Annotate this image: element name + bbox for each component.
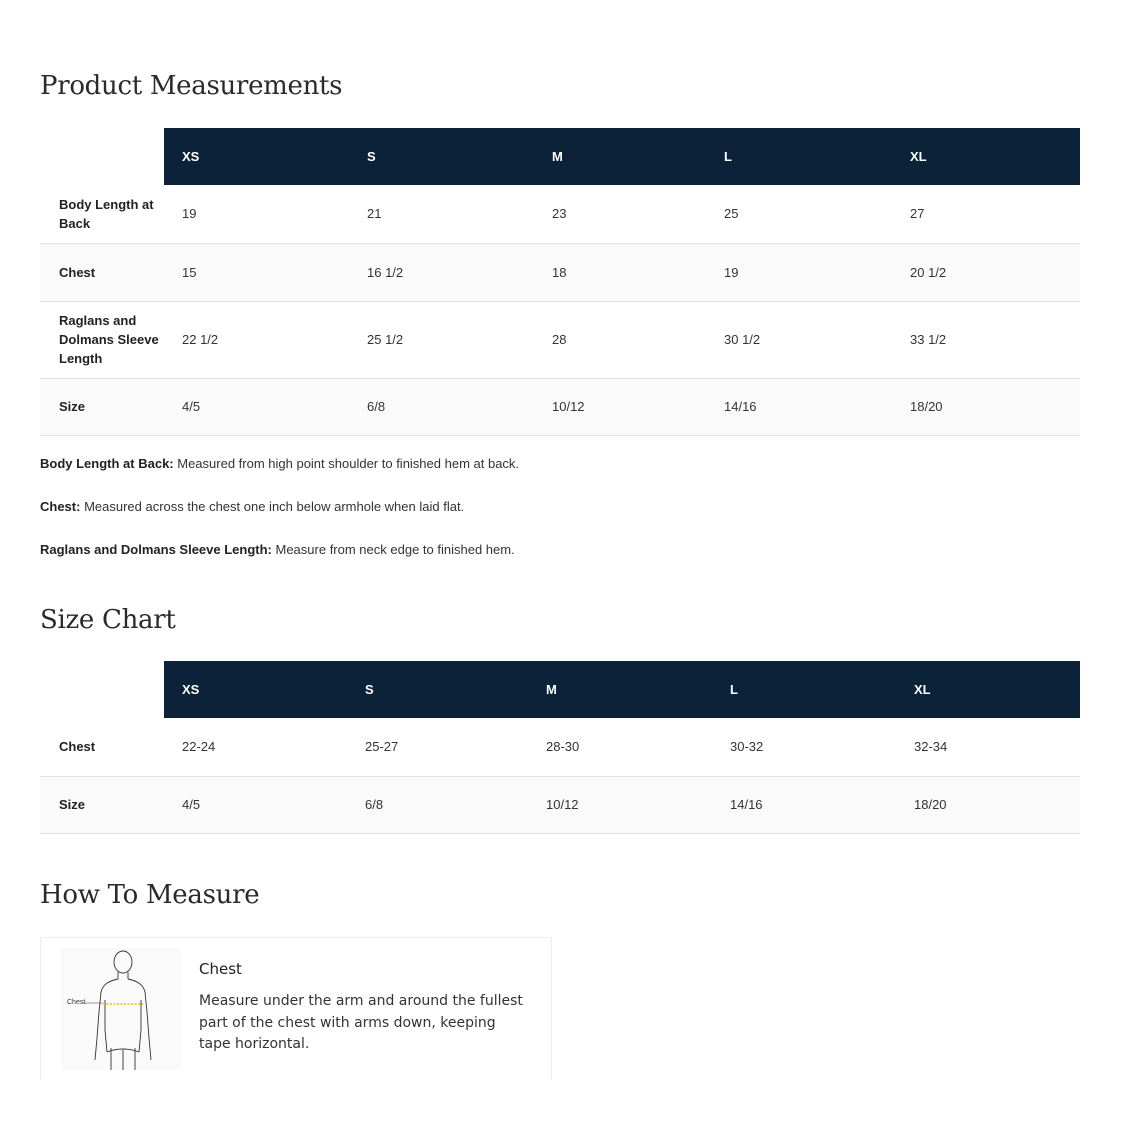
size-header: S [349, 128, 534, 185]
table-cell: 4/5 [164, 378, 349, 435]
measure-card-text: Measure under the arm and around the fullest part of the chest with arms down, keeping tape horizontal. [199, 993, 523, 1052]
table-cell: 18/20 [892, 378, 1080, 435]
note-term: Raglans and Dolmans Sleeve Length: [40, 542, 272, 557]
table-cell: 10/12 [528, 776, 712, 833]
table-cell: 23 [534, 185, 706, 243]
note [40, 499, 519, 542]
note [40, 456, 519, 499]
table-cell: 30-32 [712, 718, 896, 776]
table-cell: 14/16 [706, 378, 892, 435]
table-row [40, 185, 1080, 243]
chest-figure-label: Chest [67, 999, 86, 1006]
table-cell: 16 1/2 [349, 243, 534, 301]
measurement-notes [40, 456, 519, 585]
table-cell: 28 [534, 301, 706, 378]
table-row [40, 776, 1080, 833]
note-text: Measured from high point shoulder to finished hem at back. [173, 456, 520, 471]
size-header: XS [164, 661, 347, 718]
size-header: L [706, 128, 892, 185]
table-cell: 33 1/2 [892, 301, 1080, 378]
table-cell: 19 [164, 185, 349, 243]
table-cell: 25-27 [347, 718, 528, 776]
table-cell: 10/12 [534, 378, 706, 435]
chest-measurement-figure-icon [61, 948, 181, 1070]
table-cell: 4/5 [164, 776, 347, 833]
table-cell: 32-34 [896, 718, 1080, 776]
header-corner [40, 128, 164, 185]
table-cell: 22-24 [164, 718, 347, 776]
table-cell: 18/20 [896, 776, 1080, 833]
table-row [40, 718, 1080, 776]
table-cell: 21 [349, 185, 534, 243]
table-cell: 30 1/2 [706, 301, 892, 378]
table-cell: 25 [706, 185, 892, 243]
row-label: Body Length at Back [40, 185, 164, 243]
row-label: Raglans and Dolmans Sleeve Length [40, 301, 164, 378]
table-cell: 15 [164, 243, 349, 301]
note-text: Measured across the chest one inch below armhole when laid flat. [80, 499, 465, 514]
product-measurements-table [40, 128, 1080, 436]
size-chart-table [40, 661, 1080, 834]
table-row [40, 243, 1080, 301]
note-text: Measure from neck edge to finished hem. [271, 542, 515, 557]
table-cell: 6/8 [349, 378, 534, 435]
header-corner [40, 661, 164, 718]
row-label: Size [40, 776, 164, 833]
table-cell: 18 [534, 243, 706, 301]
table-row [40, 301, 1080, 378]
row-label: Size [40, 378, 164, 435]
size-header: XL [892, 128, 1080, 185]
size-chart-title: Size Chart [40, 605, 176, 635]
size-header: S [347, 661, 528, 718]
size-header: XS [164, 128, 349, 185]
note-term: Chest: [40, 499, 81, 514]
measure-card-chest [40, 937, 552, 1080]
table-cell: 22 1/2 [164, 301, 349, 378]
table-cell: 25 1/2 [349, 301, 534, 378]
product-measurements-title: Product Measurements [40, 71, 343, 101]
table-row [40, 378, 1080, 435]
table-cell: 28-30 [528, 718, 712, 776]
table-cell: 20 1/2 [892, 243, 1080, 301]
note-term: Body Length at Back: [40, 456, 174, 471]
note [40, 542, 519, 585]
row-label: Chest [40, 718, 164, 776]
measure-card-heading: Chest [199, 960, 242, 978]
size-header: L [712, 661, 896, 718]
table-cell: 19 [706, 243, 892, 301]
size-header: XL [896, 661, 1080, 718]
table-cell: 6/8 [347, 776, 528, 833]
row-label: Chest [40, 243, 164, 301]
table-cell: 14/16 [712, 776, 896, 833]
table-header-row [40, 128, 1080, 185]
table-header-row [40, 661, 1080, 718]
table-cell: 27 [892, 185, 1080, 243]
size-header: M [534, 128, 706, 185]
size-header: M [528, 661, 712, 718]
how-to-measure-title: How To Measure [40, 880, 260, 910]
